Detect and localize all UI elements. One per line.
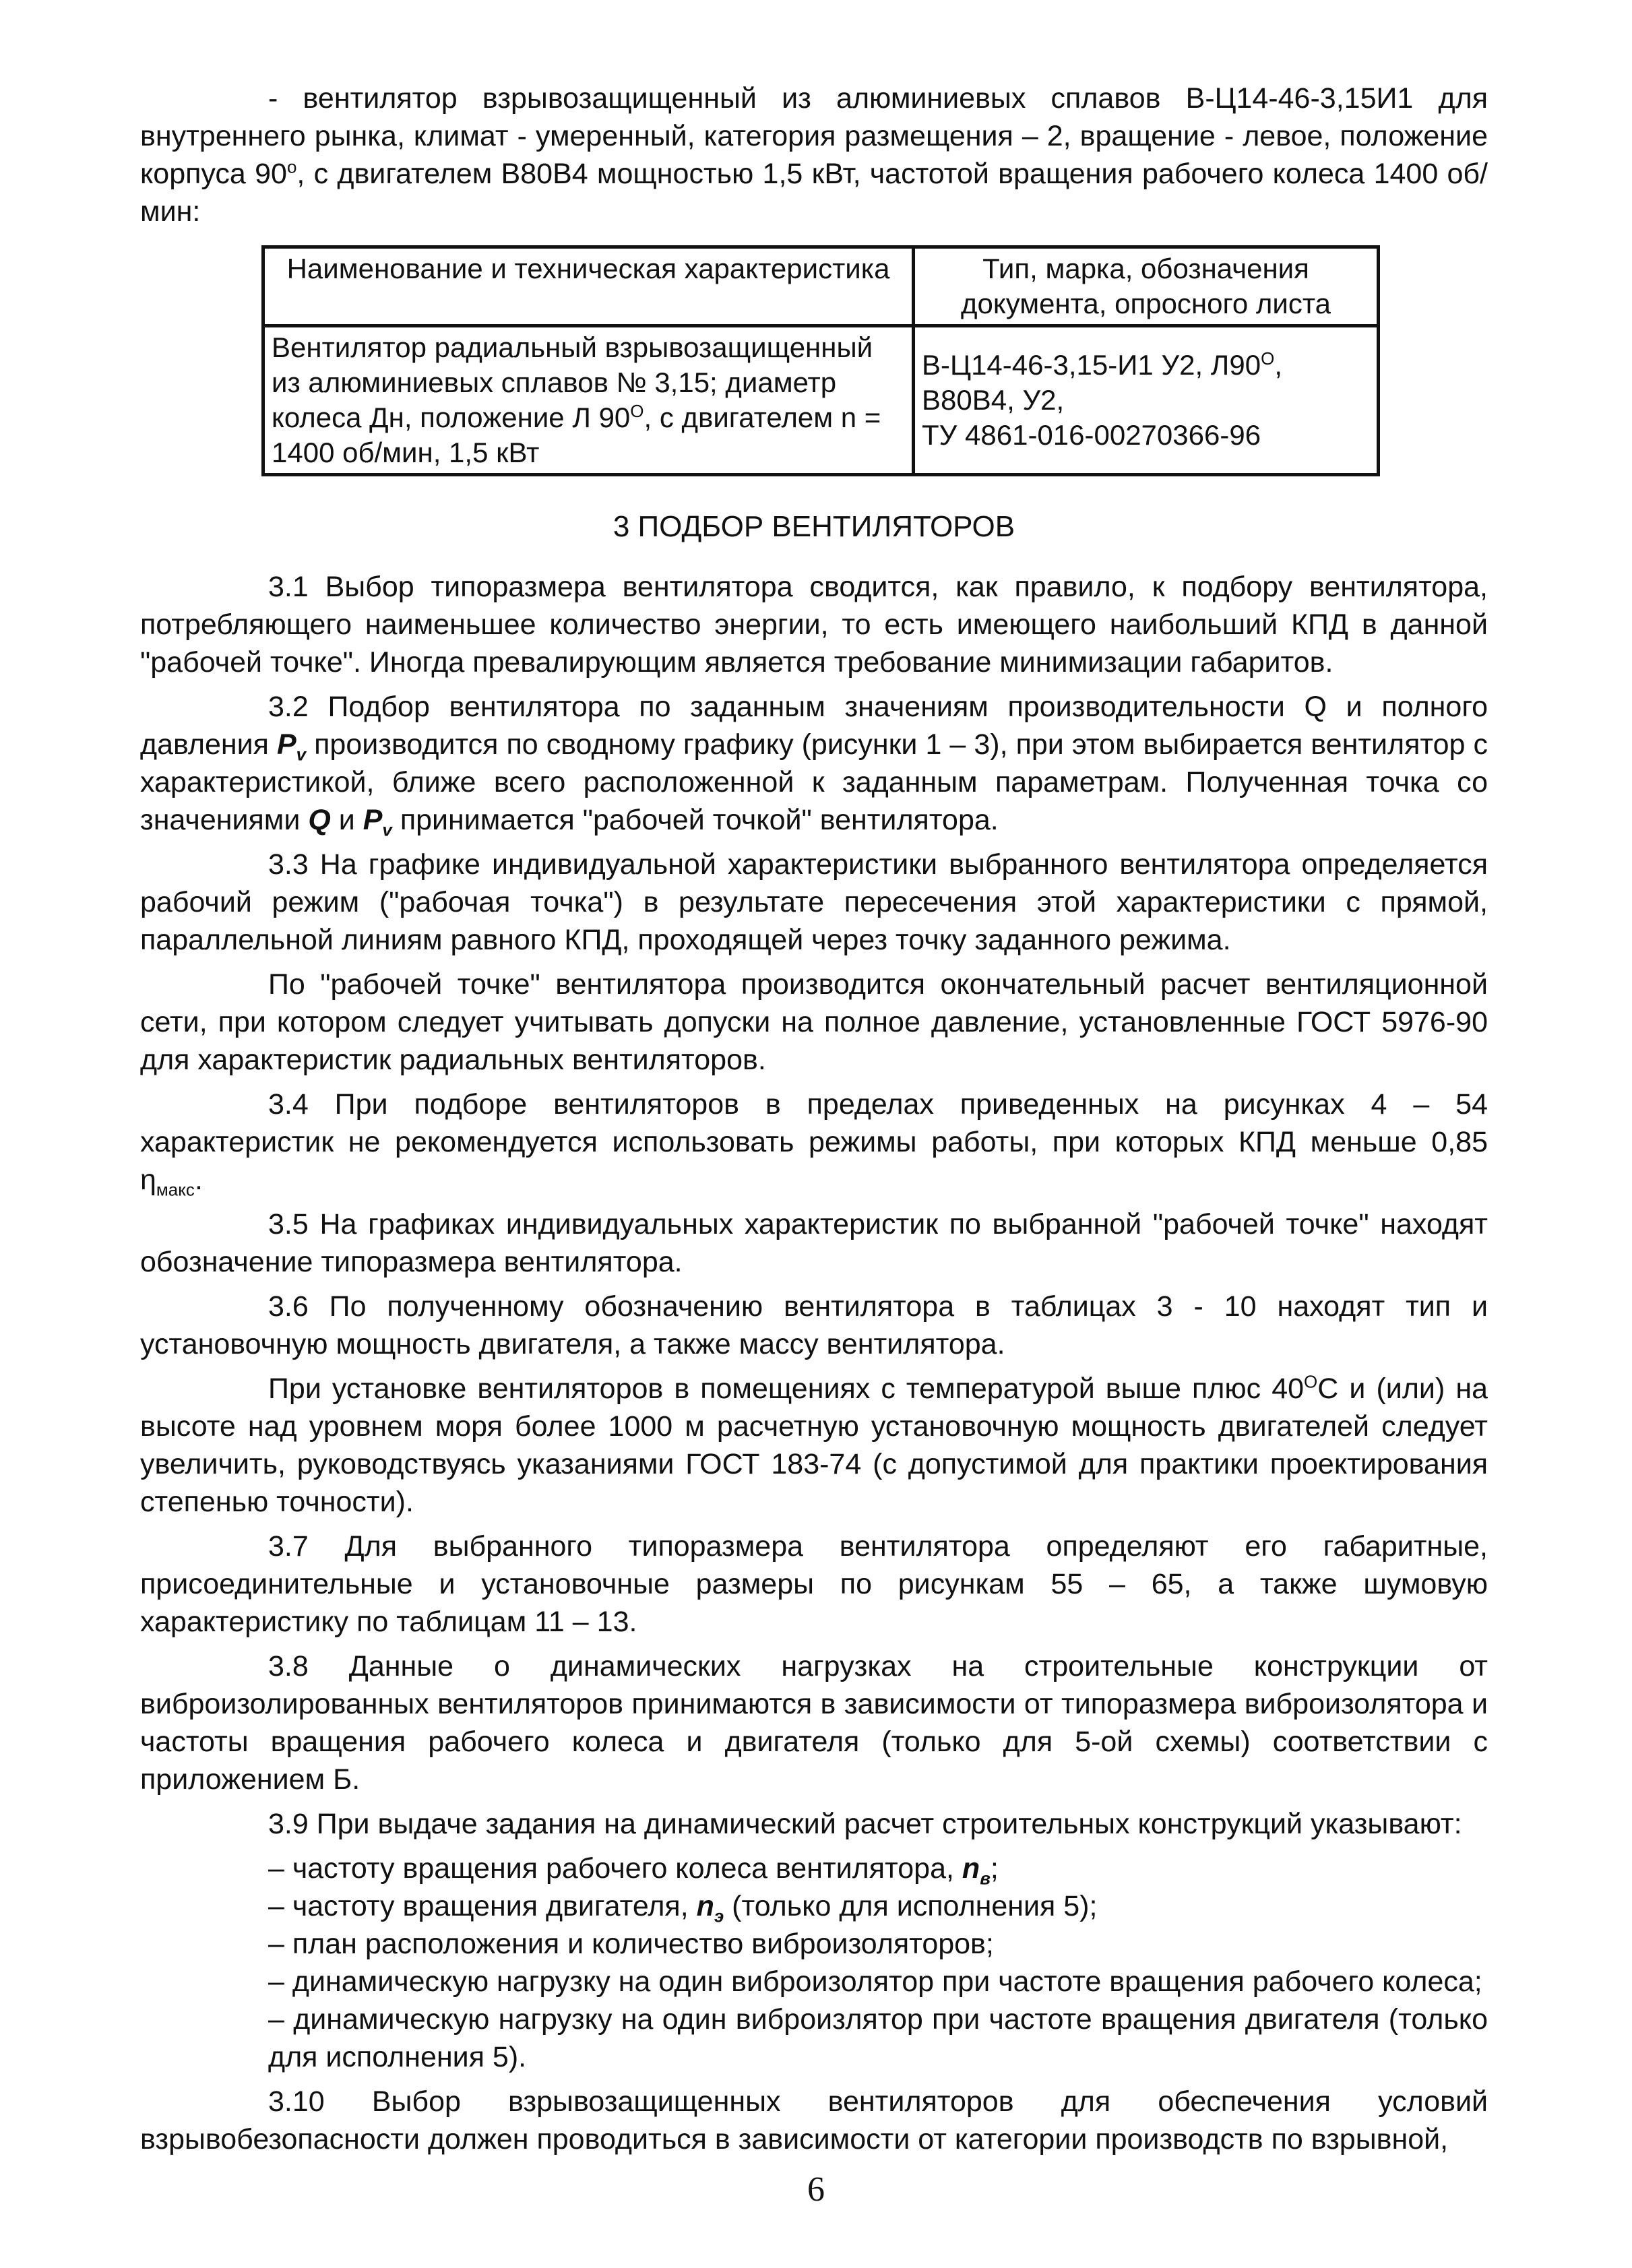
paragraph-3-6: 3.6 По полученному обозначению вентилятора в таблицах 3 - 10 находят тип и установочную мощность двигателя, а также массу вентилятора. [140, 1290, 1488, 1360]
list-item [140, 1887, 1488, 1925]
list-item: – план расположения и количество виброизоляторов; [268, 1928, 994, 1960]
p32-text-b: производится по сводному графику (рисунки 1 – 3), при этом выбирается вентилятор с характеристикой, ближе всего расположенной к заданным параметрам. Полученная точка со значениями [140, 728, 1488, 836]
intro-text-b: , с двигателем В80В4 мощностью 1,5 кВт, частотой вращения рабочего колеса 1400 об/мин: [140, 158, 1488, 228]
paragraph-3-1: 3.1 Выбор типоразмера вентилятора сводится, как правило, к подбору вентилятора, потребляющего наименьшее количество энергии, то есть имеющего наибольший КПД в данной "рабочей точке". Иногда превалирующим является требование минимизации габаритов. [140, 571, 1488, 679]
paragraph-3-3-cont: По "рабочей точке" вентилятора производится окончательный расчет вентиляционной сети, при котором следует учитывать допуски на полное давление, установленные ГОСТ 5976-90 для характеристик радиальных вентиляторов. [140, 968, 1488, 1076]
paragraph-3-2 [140, 688, 1488, 839]
designation-line-3: ТУ 4861-016-00270366-96 [922, 419, 1261, 451]
list-item-2-end: (только для исполнения 5); [724, 1890, 1098, 1922]
p34-end: . [194, 1164, 203, 1196]
table-cell-description [263, 326, 914, 475]
table-header-name: Наименование и техническая характеристика [263, 247, 914, 326]
p34-sub: макс [156, 1179, 195, 1200]
paragraph-3-6-cont [140, 1370, 1488, 1521]
intro-text-a: - вентилятор взрывозащищенный из алюминиевых сплавов В-Ц14-46-3,15И1 для внутреннего рынка, климат - умеренный, категория размещения – 2, вращение - левое, положение корпуса 90 [140, 82, 1488, 190]
p32-text-a: 3.2 Подбор вентилятора по заданным значениям производительности Q и полного давления [140, 691, 1488, 761]
p32-text-d: принимается "рабочей точкой" вентилятора. [391, 804, 999, 836]
table-cell-designation [914, 326, 1379, 475]
table-header-row [263, 247, 1379, 326]
cell-text-b: , с двигателем n = 1400 об/мин, 1,5 кВт [272, 402, 881, 468]
p32-q: Q [308, 804, 331, 836]
table-header-type: Тип, марка, обозначения документа, опросного листа [914, 247, 1379, 326]
list-item-1-text: – частоту вращения рабочего колеса вентилятора, [268, 1852, 962, 1885]
list-item [140, 1850, 1488, 1887]
p36b-degree: О [1304, 1371, 1318, 1392]
cell-degree: О [630, 401, 644, 421]
paragraph-3-3: 3.3 На графике индивидуальной характеристики выбранного вентилятора определяется рабочий режим ("рабочая точка") в результате пересечения этой характеристики с прямой, параллельной линиям равного КПД, проходящей через точку заданного режима. [140, 848, 1488, 956]
p32-pv-2: P [363, 804, 383, 836]
page-number: 6 [807, 2170, 825, 2209]
p36b-text-a: При установке вентиляторов в помещениях с температурой выше плюс 40 [268, 1373, 1305, 1405]
list-item: – динамическую нагрузку на один виброизлятор при частоте вращения двигателя (только для исполнения 5). [268, 2003, 1488, 2073]
designation-degree: О [1261, 348, 1275, 369]
list-item: – динамическую нагрузку на один виброизолятор при частоте вращения рабочего колеса; [268, 1965, 1482, 1998]
p32-text-c: и [330, 804, 363, 836]
designation-line-2: В80В4, У2, [922, 384, 1065, 416]
list-item-1-end: ; [990, 1852, 999, 1885]
p32-pv: P [276, 728, 296, 761]
intro-paragraph [140, 80, 1488, 230]
designation-comma: , [1274, 349, 1282, 381]
table-row [263, 326, 1379, 475]
requirements-list [140, 1850, 1488, 2076]
paragraph-3-5: 3.5 На графиках индивидуальных характеристик по выбранной "рабочей точке" находят обозначение типоразмера вентилятора. [140, 1208, 1488, 1278]
section-title: 3 ПОДБОР ВЕНТИЛЯТОРОВ [613, 510, 1015, 543]
list-item-2-n: n [696, 1890, 714, 1922]
paragraph-3-4 [140, 1085, 1488, 1199]
intro-degree: о [286, 156, 297, 177]
p34-text: 3.4 При подборе вентиляторов в пределах приведенных на рисунках 4 – 54 характеристик не рекомендуется использовать режимы работы, при которых КПД меньше 0,85 η [140, 1088, 1488, 1196]
document-page [140, 80, 1488, 2158]
p36b-text-b: С и (или) на высоте над уровнем моря более 1000 м расчетную установочную мощность двигателей следует увеличить, руководствуясь указаниями ГОСТ 183-74 (с допустимой для практики проектирования степенью точности). [140, 1373, 1488, 1518]
list-item-1-sub: в [980, 1868, 991, 1889]
cell-text-a: Вентилятор радиальный взрывозащищенный из алюминиевых сплавов № 3,15; диаметр колеса Дн, положение Л 90 [272, 332, 873, 433]
equipment-table [261, 245, 1380, 476]
list-item-1-n: n [962, 1852, 980, 1885]
p32-pv-sub: v [296, 744, 307, 765]
paragraph-3-9: 3.9 При выдаче задания на динамический расчет строительных конструкций указывают: [268, 1808, 1462, 1840]
list-item-2-text: – частоту вращения двигателя, [268, 1890, 697, 1922]
paragraph-3-10: 3.10 Выбор взрывозащищенных вентиляторов для обеспечения условий взрывобезопасности должен проводиться в зависимости от категории производств по взрывной, [140, 2085, 1488, 2155]
paragraph-3-7: 3.7 Для выбранного типоразмера вентилятора определяют его габаритные, присоединительные и установочные размеры по рисункам 55 – 65, а также шумовую характеристику по таблицам 11 – 13. [140, 1530, 1488, 1638]
designation-line-1: В-Ц14-46-3,15-И1 У2, Л90 [922, 349, 1261, 381]
paragraph-3-8: 3.8 Данные о динамических нагрузках на строительные конструкции от виброизолированных вентиляторов принимаются в зависимости от типоразмера виброизолятора и частоты вращения рабочего колеса и двигателя (только для 5-ой схемы) соответствии с приложением Б. [140, 1650, 1488, 1796]
list-item-2-sub: э [714, 1905, 724, 1926]
p32-pv-sub-2: v [382, 819, 392, 840]
